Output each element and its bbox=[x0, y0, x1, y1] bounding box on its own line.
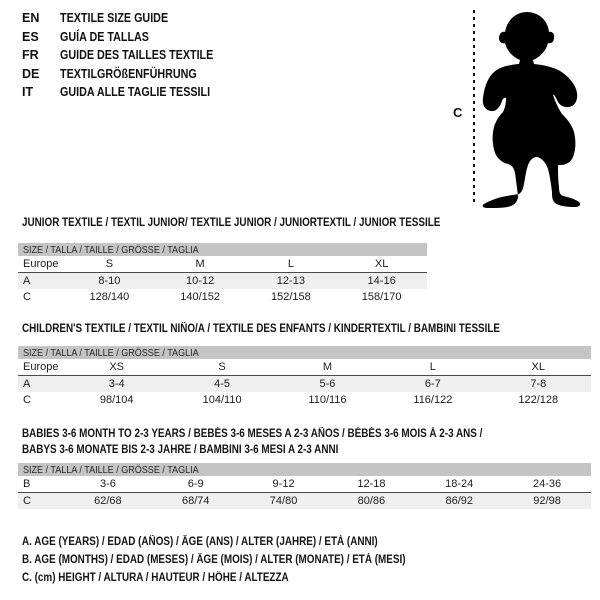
table-row bbox=[18, 476, 591, 493]
note-text: A. AGE (YEARS) / EDAD (AÑOS) / ÂGE (ANS) / ALTER (JAHRE) / ETÀ (ANNI) bbox=[22, 536, 378, 548]
note-text: C. (cm) HEIGHT / ALTURA / HAUTEUR / HÖHE / ALTEZZA bbox=[22, 572, 289, 584]
baby-silhouette-icon bbox=[483, 12, 581, 208]
table-cell: 6-7 bbox=[380, 376, 485, 393]
language-row bbox=[22, 65, 238, 84]
table-header-bar bbox=[18, 463, 591, 476]
table-cell: M bbox=[155, 256, 246, 273]
table-header-cell bbox=[18, 346, 591, 359]
section-title-text: BABYS 3-6 MONATE BIS 2-3 JAHRE / BAMBINI 3-6 MESI A 2-3 ANNI bbox=[22, 444, 339, 456]
language-code: DE bbox=[22, 66, 40, 81]
section-title-text: CHILDREN'S TEXTILE / TEXTIL NIÑO/A / TEXTILE DES ENFANTS / KINDERTEXTIL / BAMBINI TESSILE bbox=[22, 323, 501, 335]
language-code: IT bbox=[22, 85, 34, 100]
language-label: TEXTILGRÖßENFÜHRUNG bbox=[60, 66, 197, 81]
section-title-line bbox=[22, 442, 557, 458]
table-header-cell bbox=[18, 463, 591, 476]
row-label: A bbox=[18, 376, 64, 393]
table-header-bar bbox=[18, 243, 427, 256]
table-cell: 12-18 bbox=[327, 476, 415, 493]
table-header-text: SIZE / TALLA / TAILLE / GRÖSSE / TAGLIA bbox=[23, 463, 199, 476]
section-title-line bbox=[22, 321, 578, 337]
table-row bbox=[18, 273, 427, 290]
language-row bbox=[22, 9, 238, 28]
row-label: Europe bbox=[18, 359, 64, 376]
row-label: A bbox=[18, 273, 64, 290]
row-label: C bbox=[23, 394, 31, 406]
section-title-junior bbox=[22, 215, 508, 231]
row-label: C bbox=[18, 493, 64, 510]
section-title-children bbox=[22, 321, 578, 337]
language-row bbox=[22, 28, 238, 47]
note-text: B. AGE (MONTHS) / EDAD (MESES) / ÂGE (MOIS) / ALTER (MONATE) / ETÀ (MESI) bbox=[22, 554, 406, 566]
children-size-table bbox=[18, 346, 591, 408]
table-header-bar bbox=[18, 346, 591, 359]
table-cell: 122/128 bbox=[518, 394, 559, 406]
table-cell: 7-8 bbox=[486, 376, 591, 393]
section-title-line bbox=[22, 426, 557, 442]
language-list bbox=[22, 9, 238, 102]
table-cell: 86/92 bbox=[415, 493, 503, 510]
row-label: B bbox=[18, 476, 64, 493]
table-cell: L bbox=[246, 256, 337, 273]
table-cell: 10-12 bbox=[155, 273, 246, 290]
section-title-text: BABIES 3-6 MONTH TO 2-3 YEARS / BEBÉS 3-6 MESES A 2-3 AÑOS / BÉBÉS 3-6 MOIS À 2-3 ANS / bbox=[22, 428, 483, 440]
table-cell: 5-6 bbox=[275, 376, 380, 393]
table-cell: 14-16 bbox=[336, 273, 427, 290]
table-header-text: SIZE / TALLA / TAILLE / GRÖSSE / TAGLIA bbox=[23, 243, 199, 256]
table-cell: 12-13 bbox=[246, 273, 337, 290]
table-row bbox=[18, 376, 591, 393]
table-cell: 18-24 bbox=[415, 476, 503, 493]
baby-figure bbox=[440, 2, 600, 214]
table-cell: 92/98 bbox=[503, 493, 591, 510]
language-label: TEXTILE SIZE GUIDE bbox=[60, 11, 169, 26]
language-code: ES bbox=[22, 29, 39, 44]
table-cell: 24-36 bbox=[503, 476, 591, 493]
table-cell: 110/116 bbox=[308, 394, 347, 406]
measure-label-c: C bbox=[453, 105, 463, 120]
table-header-cell bbox=[18, 243, 427, 256]
language-code: FR bbox=[22, 48, 39, 63]
table-cell: 68/74 bbox=[152, 493, 240, 510]
section-title-babies bbox=[22, 426, 557, 458]
language-code: EN bbox=[22, 11, 40, 26]
table-cell: 3-4 bbox=[64, 376, 169, 393]
note-line bbox=[22, 551, 468, 569]
table-row bbox=[18, 493, 591, 510]
table-cell: XS bbox=[64, 359, 169, 376]
table-cell: XL bbox=[486, 359, 591, 376]
legend-notes bbox=[22, 533, 468, 587]
row-label: Europe bbox=[18, 256, 64, 273]
table-cell: 98/104 bbox=[99, 394, 134, 406]
note-line bbox=[22, 533, 468, 551]
junior-size-table bbox=[18, 243, 427, 305]
babies-size-table bbox=[18, 463, 591, 509]
section-title-line bbox=[22, 215, 508, 231]
table-row bbox=[18, 359, 591, 376]
table-cell: S bbox=[64, 256, 155, 273]
table-cell: L bbox=[380, 359, 485, 376]
table-cell: 158/170 bbox=[361, 291, 402, 303]
row-label: C bbox=[23, 291, 31, 303]
table-cell: 9-12 bbox=[240, 476, 328, 493]
table-row bbox=[18, 256, 427, 273]
table-header-text: SIZE / TALLA / TAILLE / GRÖSSE / TAGLIA bbox=[23, 346, 199, 359]
table-cell: 128/140 bbox=[89, 291, 130, 303]
language-label: GUIDE DES TAILLES TEXTILE bbox=[60, 48, 214, 63]
table-cell: 80/86 bbox=[327, 493, 415, 510]
table-row bbox=[18, 392, 591, 408]
section-title-text: JUNIOR TEXTILE / TEXTIL JUNIOR/ TEXTILE JUNIOR / JUNIORTEXTIL / JUNIOR TESSILE bbox=[22, 217, 441, 229]
table-cell: 6-9 bbox=[152, 476, 240, 493]
language-label: GUIDA ALLE TAGLIE TESSILI bbox=[60, 85, 211, 100]
note-line bbox=[22, 569, 468, 587]
language-label: GUÍA DE TALLAS bbox=[60, 29, 149, 44]
table-cell: M bbox=[275, 359, 380, 376]
table-cell: XL bbox=[336, 256, 427, 273]
table-cell: 116/122 bbox=[413, 394, 453, 406]
language-row bbox=[22, 83, 238, 102]
table-cell: 104/110 bbox=[202, 394, 242, 406]
table-cell: 62/68 bbox=[64, 493, 152, 510]
table-cell: 4-5 bbox=[169, 376, 274, 393]
table-cell: 152/158 bbox=[270, 291, 311, 303]
table-cell: 3-6 bbox=[64, 476, 152, 493]
language-row bbox=[22, 46, 238, 65]
table-cell: 74/80 bbox=[240, 493, 328, 510]
table-row bbox=[18, 289, 427, 305]
table-cell: 8-10 bbox=[64, 273, 155, 290]
table-cell: S bbox=[169, 359, 274, 376]
table-cell: 140/152 bbox=[180, 291, 220, 303]
